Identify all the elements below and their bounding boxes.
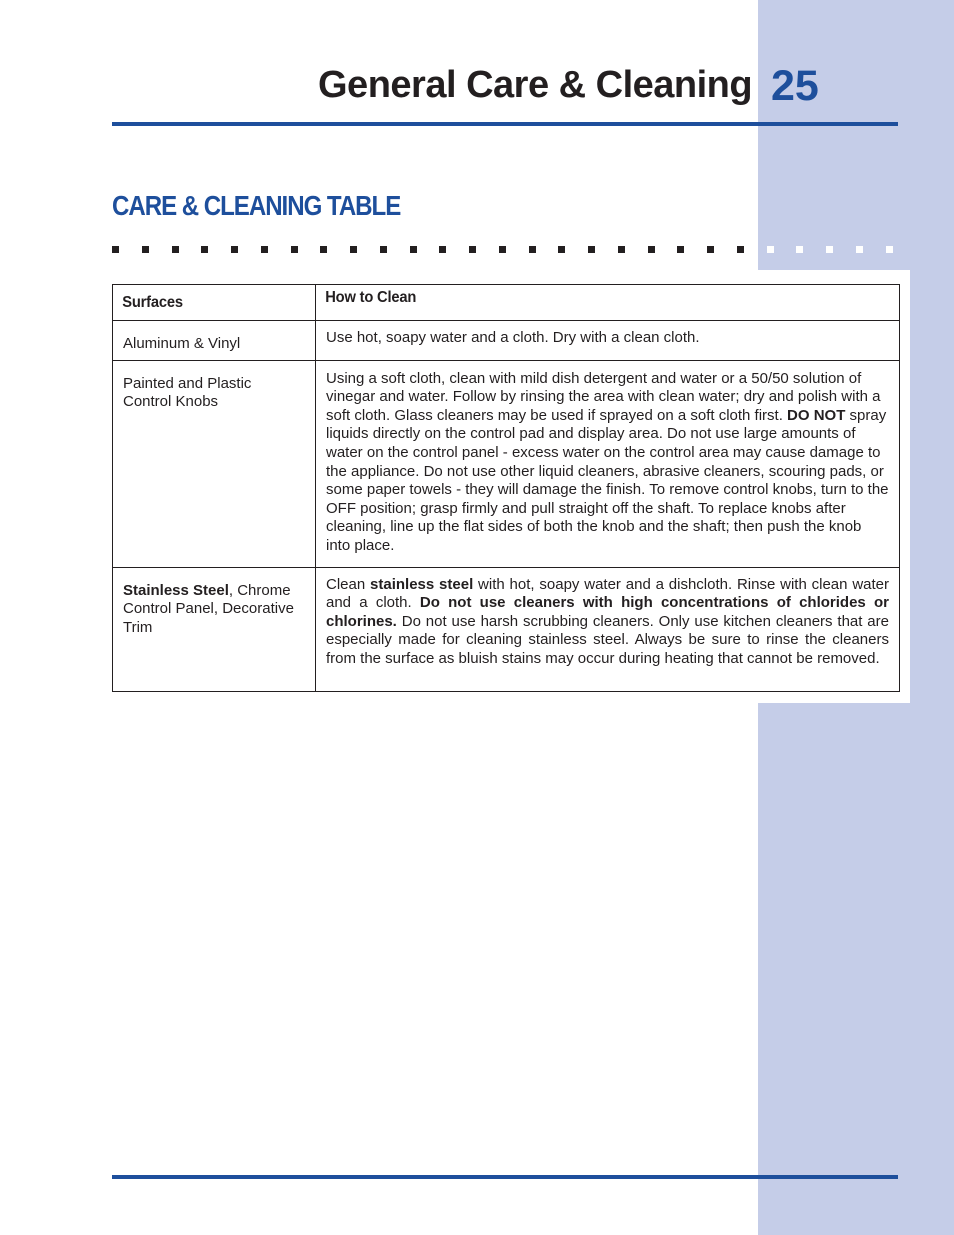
dotted-divider [0,246,954,255]
text-span: , Chrome Control Panel, Decorative Trim [123,581,294,636]
divider-square [796,246,803,253]
page-number: 25 [771,62,819,110]
divider-square [499,246,506,253]
divider-square [439,246,446,253]
divider-square [856,246,863,253]
header-rule [112,122,898,126]
text-span: with hot, soapy water and a dishcloth. Rinse with clean water and a cloth. [326,575,889,612]
column-header-surfaces-label: Surfaces [122,294,183,311]
divider-square [737,246,744,253]
surface-text: Aluminum & Vinyl [123,335,241,352]
text-span: Clean [326,575,371,593]
text-span: Do not use harsh scrubbing cleaners. Only use kitchen cleaners that are especially made for cleaning stainless steel. Always be sure to rinse the cleaners from the surface as bluish stains may occur during heating that cannot be removed. [326,612,889,667]
emphasis-text: Do not use cleaners with high concentrations of chlorides or chlorines. [326,594,889,630]
divider-square [886,246,893,253]
emphasis-text: Stainless Steel [123,581,229,599]
text-span: Using a soft cloth, clean with mild dish detergent and water or a 50/50 solution of vinegar and water. Follow by rinsing the area with clean water; dry and polish with a soft cloth. Glass cleaners may be used if sprayed on a soft cloth first. [326,369,881,424]
table-row [113,360,900,567]
surface-cell [113,567,316,691]
column-header-how-to-clean-label: How to Clean [325,289,417,306]
care-cleaning-table [112,284,900,692]
divider-square [588,246,595,253]
emphasis-text: DO NOT [787,406,846,424]
divider-square [112,246,119,253]
emphasis-text: stainless steel [370,575,474,593]
table-row [113,567,900,691]
column-header-surfaces [113,285,316,321]
divider-square [558,246,565,253]
table-header-row [113,285,900,321]
divider-square [410,246,417,253]
divider-square [648,246,655,253]
table-row [113,321,900,361]
column-header-how-to-clean [316,285,900,321]
divider-square [142,246,149,253]
how-to-clean-text [316,568,899,675]
surface-text [113,568,315,644]
divider-square [469,246,476,253]
divider-square [231,246,238,253]
divider-square [201,246,208,253]
divider-square [291,246,298,253]
divider-square [677,246,684,253]
divider-square [767,246,774,253]
divider-square [826,246,833,253]
divider-square [320,246,327,253]
how-to-clean-text [316,361,899,562]
section-title: CARE & CLEANING TABLE [112,190,401,221]
divider-square [380,246,387,253]
how-to-clean-cell [316,360,900,567]
surface-cell [113,321,316,361]
divider-square [529,246,536,253]
divider-square [618,246,625,253]
divider-square [707,246,714,253]
how-to-clean-cell [316,567,900,691]
divider-square [261,246,268,253]
footer-rule [112,1175,898,1179]
page-title: General Care & Cleaning [318,64,753,106]
surface-text: Painted and Plastic Control Knobs [123,374,252,411]
how-to-clean-text: Use hot, soapy water and a cloth. Dry with a clean cloth. [326,329,700,346]
surface-cell [113,360,316,567]
divider-square [172,246,179,253]
text-span: spray liquids directly on the control pad and display area. Do not use large amounts of water on the control panel - excess water on the control area may cause damage to the appliance. Do not use other liquid cleaners, abrasive cleaners, scouring pads, or some paper towels - they will damage the finish. To remove control knobs, turn to the OFF position; grasp firmly and pull straight off the shaft. To replace knobs after cleaning, line up the flat sides of both the knob and the shaft; then push the knob into place. [326,406,889,554]
divider-square [350,246,357,253]
how-to-clean-cell [316,321,900,361]
